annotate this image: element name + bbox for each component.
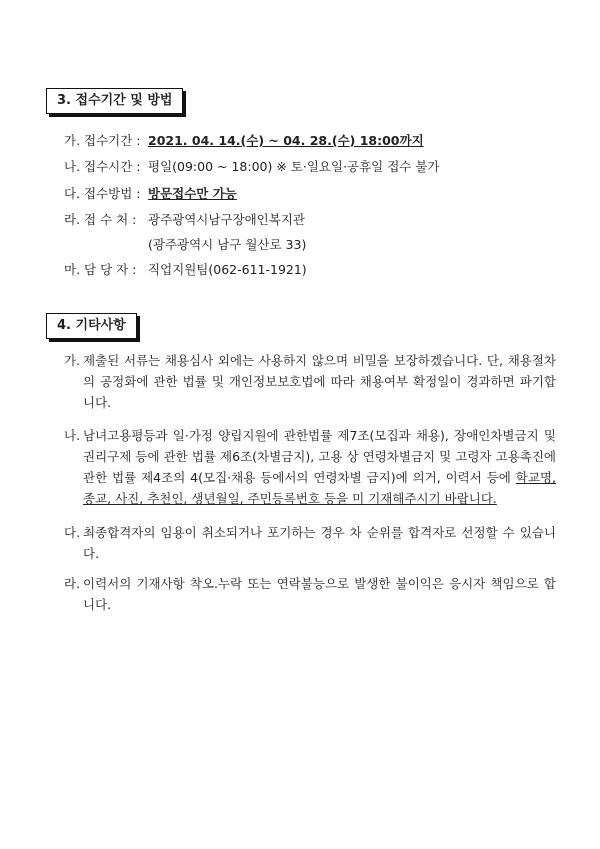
contact-value: 직업지원팀(062-611-1921): [148, 262, 307, 277]
row-label: 가. 접수기간 :: [64, 133, 141, 148]
item-marker: 라.: [64, 576, 81, 591]
row-application-place: [64, 212, 305, 228]
item-text-underlined: 학교명, 종교, 사진, 추천인, 생년월일, 주민등록번호 등을 미 기재해주시기 바랍니다.: [83, 470, 556, 506]
list-item: [64, 425, 556, 509]
application-place-value: 광주광역시남구장애인복지관: [148, 212, 305, 227]
list-item: [64, 573, 556, 615]
item-text-block: [83, 425, 556, 509]
row-application-hours: [64, 159, 440, 175]
application-period-value: 2021. 04. 14.(수) ~ 04. 28.(수) 18:00까지: [148, 133, 424, 148]
list-item: [64, 522, 556, 564]
row-label: 마. 담 당 자 :: [64, 262, 137, 277]
application-hours-value: 평일(09:00 ~ 18:00) ※ 토·일요일·공휴일 접수 불가: [148, 159, 440, 174]
item-text: 제출된 서류는 채용심사 외에는 사용하지 않으며 비밀을 보장하겠습니다. 단, 채용절차의 공정화에 관한 법률 및 개인정보보호법에 따라 채용여부 확정일이 경과하면 파기합니다.: [83, 353, 556, 410]
row-contact: [64, 262, 307, 278]
item-marker: 나.: [64, 428, 81, 443]
application-method-value: 방문접수만 가능: [148, 186, 237, 201]
section-3-title: 3. 접수기간 및 방법: [46, 88, 183, 114]
item-text: 남녀고용평등과 일·가정 양립지원에 관한법률 제7조(모집과 채용), 장애인차별금지 및 권리구제 등에 관한 법률 제6조(차별금지), 고용 상 연령차별금지 및 고령자 고용촉진에 관한 법률 제4조의 4(모집·채용 등에서의 연령차별 금지)에 의거, 이력서 등에: [83, 428, 556, 485]
row-label: 다. 접수방법 :: [64, 186, 141, 201]
application-place-address: (광주광역시 남구 월산로 33): [148, 237, 307, 252]
item-marker: 다.: [64, 525, 81, 540]
row-label: 나. 접수시간 :: [64, 159, 141, 174]
row-application-method: [64, 186, 237, 202]
item-marker: 가.: [64, 353, 81, 368]
list-item: [64, 350, 556, 413]
item-text: 최종합격자의 임용이 취소되거나 포기하는 경우 차 순위를 합격자로 선정할 수 있습니다.: [83, 525, 556, 561]
section-4-title: 4. 기타사항: [46, 313, 137, 339]
row-label: 라. 접 수 처 :: [64, 212, 137, 227]
item-text: 이력서의 기재사항 착오.누락 또는 연락불능으로 발생한 불이익은 응시자 책임으로 합니다.: [83, 576, 556, 612]
row-application-period: [64, 133, 424, 149]
